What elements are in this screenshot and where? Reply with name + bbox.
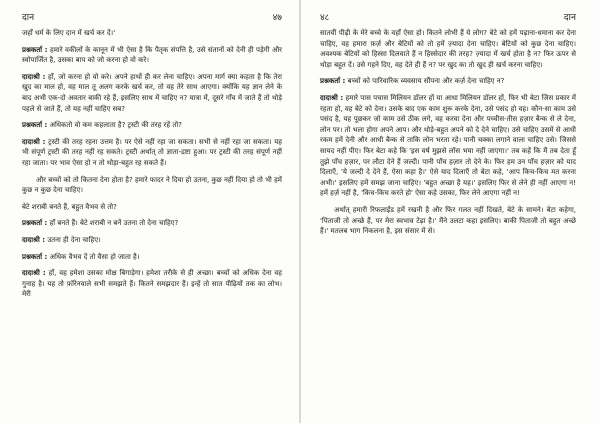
paragraph [22,202,282,213]
paragraph [320,28,576,70]
paragraph [22,120,282,131]
speaker-label: दादाश्री : [320,93,344,102]
paragraph [22,268,282,300]
paragraph-text: हाँ, जो करना हो वो करे। अपने हाथों ही कर लेना चाहिए। अपना मार्ग क्या कहता है कि तेरा खुद का माल हो, वह माल तू अलग करके खर्च कर, तो वह तेरे साथ आएगा। क्योंकि यह ज्ञान लेने के बाद अभी एक-दो अवतार बाकी रहे हैं, इसलिए साथ में चाहिए न? यात्रा में, दूसरे गाँव में जाते हैं तो थोड़े पहले से जाते हैं, तो यह नहीं चाहिए सब? [22,72,282,113]
paragraph-text: ट्रस्टी की तरह रहना उत्तम है। पर ऐसे नहीं रहा जा सकता। सभी से नहीं रहा जा सकता। यह भी संपूर्ण ट्रस्टी की तरह नहीं रह सकते। ट्रस्टी अर्थात् तो ज्ञाता-द्रष्टा हुआ। पर ट्रस्टी की तरह संपूर्ण नहीं रहा जाता। पर भाव ऐसा हो न तो थोड़ा-बहुत रह सकते हैं। [22,137,282,167]
left-page-header [22,10,282,22]
page-body [320,28,576,237]
page-body [22,28,282,300]
paragraph [320,93,576,199]
paragraph-text: हमारे पास पचास मिलियन डॉलर हों या आधा मिलियन डॉलर हों, फिर भी बेटा जिस प्रकार में रहता हो, वह बेटे को देना। उसके बाद एक काम शुरू करके देना, उसे पसंद हो वह। कौन-सा काम उसे पसंद है, यह पूछकर जो काम उसे ठीक लगे, वह करवा देना और पच्चीस-तीस हज़ार बैन्क से ले देना, लोन पर। तो भला होगा अपने आप। और थोड़े-बहुत अपने को दे देने चाहिए। उसे चाहिए उसमें से आधी रकम हमें देनी और आधी बैन्क से ताकि लोन भरता रहे। पानी चक्का लगाने वाला चाहिए उसे। जिससे सायद नहीं पीए। फिर बेटा कहे कि 'इस वर्ष मुझसे लॉस भया नहीं जाएगा।' तब कहें कि मैं तब देता हूँ तुझे पाँच हज़ार, पर लौटा देने हैं जल्दी। पानी पाँच हज़ार तो देने के। फिर हम उन पाँच हज़ार को याद दिलाएँ, 'ये जल्दी दे देने हैं, ऐसा कहा है।' ऐसे याद दिलाएँ तो बेटा कहे, 'आप किच-किच मत करना अभी।' इसलिए हमें समझ जाना चाहिए। 'बहुत अच्छा है यह।' इसलिए फिर से लेने ही नहीं आएगा न! हमें हर्ज़ नहीं है, 'किच-किच करते हो' ऐसा कहे उसका, फिर लेने आएगा नहीं न! [320,93,576,198]
speaker-label: प्रश्नकर्ता : [22,121,48,130]
speaker-label: दादाश्री : [22,235,46,244]
speaker-label: दादाश्री : [22,72,46,81]
paragraph-text: सातवीं पीढ़ी के मेरे बच्चे के वहाँ ऐसा हो। कितने लोभी हैं ये लोग? बेटे को हमें पढ़ाना-धमाना कर देना चाहिए, वह हमारा फ़र्ज़ और बेटियों को तो हमें ज़्यादा देना चाहिए। बेटियों को कुछ देना चाहिए। अवश्यक बेटियों को हिस्सा दिलवाते हैं न हिस्सेदार की तरह? ज़्यादा में खर्च होता है न? फिर ऊपर से थोड़ा बहुत दें। उसे गहने दिए, वह देते ही हैं न? पर खुद का तो खुद ही खर्च करना चाहिए। [320,29,576,69]
paragraph-text: और बच्चों को तो कितना देना होता है? हमारे फादर ने दिया हो उतना, कुछ नहीं दिया हो तो भी हमें कुछ न कुछ देना चाहिए। [22,175,282,195]
paragraph [22,175,282,196]
paragraph-text: बेटे शराबी बनते हैं, बहुत वैभव से तो? [22,202,117,211]
speaker-label: दादाश्री : [22,269,46,278]
running-title: दान [22,12,35,23]
paragraph [22,45,282,66]
paragraph-text: अधिकतो वो कम कहलाता है? ट्रस्टी की तरह रहें तो? [49,121,182,130]
paragraph [22,218,282,229]
right-page [300,0,600,423]
paragraph [22,252,282,263]
paragraph [22,137,282,169]
running-title: दान [563,12,576,23]
paragraph-text: हाँ बनते हैं। बेटे शराबी न बनें उतना तो देना चाहिए? [49,219,179,228]
speaker-label: प्रश्नकर्ता : [22,219,48,228]
speaker-label: प्रश्नकर्ता : [22,252,48,261]
page-number: ४७ [272,12,282,23]
paragraph-text: हमारे वकीलों के कानून में भी ऐसा है कि पैतृक संपत्ति है, उसे संतानों को देनी ही पड़ेगी और स्वोपार्जित है, उसका बाप को जो करना हो वो करे। [22,45,282,65]
paragraph-text: अर्थात् हमारी रिफलाईंड हमें रखनी है और फिर गलत नहीं दिखते, बेटे के सामने। बेटा कहेगा, 'पिताजी तो अच्छे हैं, पर मेरा स्वभाव टेढ़ा है।' मैंने उलटा कहा इसलिए। बाकी पिताजी तो बहुत अच्छे हैं।' मतलब भाग निकलना है, इस संसार में से। [320,205,576,236]
speaker-label: प्रश्नकर्ता : [320,77,346,86]
paragraph-text: उतना ही देना चाहिए। [47,235,101,244]
paragraph [320,76,576,87]
paragraph [22,235,282,246]
speaker-label: दादाश्री : [22,137,46,146]
paragraph [320,205,576,237]
paragraph [22,72,282,114]
paragraph-text: हाँ, वह हमेशा उसका मोक्ष बिगाड़ेगा। हमेशा तरीके से ही अच्छा। बच्चों को अधिक देना वह गुनाह है। यह तो फ़ॉरेनवाले सभी समझते हैं। कितने समझदार हैं। इन्हें तो सात पीढ़ियों तक का लोभ। मेरी [22,269,282,299]
right-page-header [320,10,576,22]
paragraph-text: जहाँ धर्म के लिए दान में खर्च कर दें।' [22,29,116,37]
paragraph-text: अधिक वैभव दें तो वैसा हो जाता है। [49,252,140,261]
paragraph [22,28,282,39]
speaker-label: प्रश्नकर्ता : [22,45,48,54]
paragraph-text: बच्चों को पारिवारिक व्यवसाय सौंपना और कर्ज़ देना चाहिए न? [347,77,505,86]
page-number: ४८ [320,12,330,23]
